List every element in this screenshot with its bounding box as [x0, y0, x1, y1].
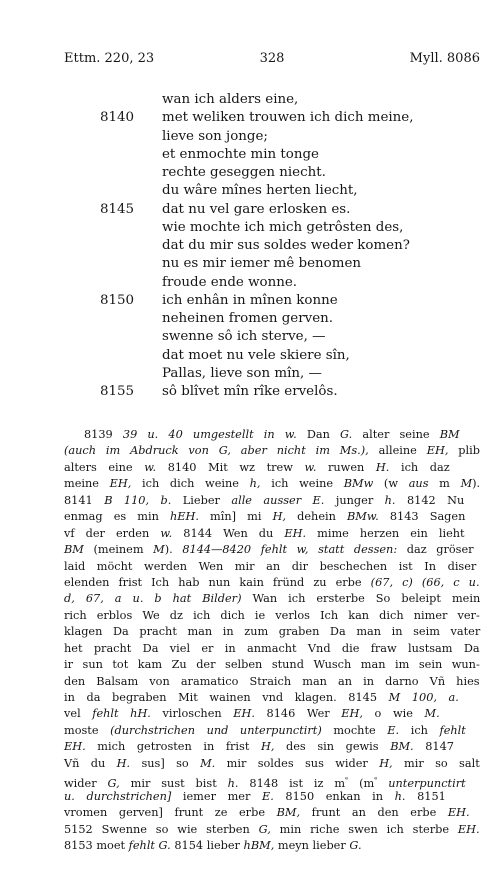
- apparatus-segment: ).: [164, 543, 183, 557]
- apparatus-italic-segment: M 100, a.: [388, 691, 459, 704]
- apparatus-segment: 8148 ist iz m: [238, 776, 346, 790]
- apparatus-segment: 8151: [405, 789, 446, 803]
- apparatus-italic-segment: BM,: [276, 806, 301, 820]
- verse-line-number: 8150: [100, 292, 135, 308]
- apparatus-italic-segment: M: [460, 477, 473, 491]
- apparatus-segment: vel: [64, 707, 93, 721]
- verse-line: [100, 347, 480, 365]
- apparatus-segment: laid möcht werden Wen mir an dir beschechen ist In diser: [64, 559, 477, 573]
- verse-line-text: wie mochte ich mich getrôsten des,: [162, 219, 404, 235]
- apparatus-segment: o wie: [362, 707, 425, 721]
- verse-line-text: et enmochte min tonge: [162, 146, 319, 162]
- verse-line: [100, 91, 480, 109]
- verse-line: [100, 146, 480, 164]
- verse-line: [100, 255, 480, 273]
- verse-line: [100, 328, 480, 346]
- verse-line: [100, 182, 480, 200]
- apparatus-segment: mich getrosten in frist: [85, 740, 261, 754]
- apparatus-italic-segment: h.: [394, 789, 406, 803]
- apparatus-segment: ich dich weine: [131, 477, 250, 491]
- apparatus-segment: ᵉ: [374, 775, 378, 785]
- verse-line: [100, 164, 480, 182]
- apparatus-segment: plib: [448, 444, 480, 458]
- apparatus-line: [64, 427, 480, 443]
- apparatus-line: [64, 789, 480, 805]
- apparatus-line: [64, 493, 480, 509]
- verse-line-text: sô blîvet mîn rîke ervelôs.: [162, 384, 338, 399]
- apparatus-italic-segment: EH.: [233, 707, 255, 721]
- apparatus-italic-segment: fehlt hH.: [92, 707, 151, 721]
- verse-line: [100, 310, 480, 328]
- apparatus-segment: Vñ du: [64, 756, 117, 770]
- apparatus-line: [64, 591, 480, 607]
- apparatus-segment: klagen Da pracht man in zum graben Da man in seim vater: [64, 625, 481, 639]
- apparatus-segment: wider: [64, 776, 108, 790]
- apparatus-italic-segment: h.: [384, 493, 396, 507]
- apparatus-italic-segment: w.: [144, 460, 157, 474]
- apparatus-segment: mir soldes sus wider: [215, 756, 380, 770]
- apparatus-segment: vromen gerven] frunt ze erbe: [64, 806, 277, 820]
- apparatus-segment: 8141: [64, 493, 105, 507]
- apparatus-italic-segment: (durchstrichen und unterpunctirt): [110, 723, 322, 737]
- apparatus-segment: elenden frist Ich hab nun kain fründ zu erbe: [64, 575, 371, 589]
- apparatus-segment: mime herzen ein lieht: [306, 526, 465, 540]
- apparatus-segment: m: [428, 477, 461, 491]
- verse-line-number: 8140: [100, 110, 135, 126]
- apparatus-italic-segment: EH.: [284, 526, 307, 540]
- apparatus-segment: 8153 moet: [64, 838, 129, 852]
- apparatus-line: [64, 690, 480, 706]
- verse-line-text: neheinen fromen gerven.: [162, 311, 333, 326]
- apparatus-italic-segment: fehlt: [439, 723, 466, 737]
- apparatus-italic-segment: G.: [349, 838, 362, 852]
- verse-line-text: wan ich alders eine,: [162, 92, 299, 107]
- verse-line: [100, 201, 480, 219]
- apparatus-italic-segment: EH,: [109, 477, 132, 491]
- apparatus-segment: (m: [348, 776, 375, 790]
- apparatus-italic-segment: BMw.: [346, 510, 379, 524]
- apparatus-segment: moste: [64, 723, 111, 737]
- apparatus-segment: mir sust bist: [119, 776, 228, 790]
- apparatus-segment: den Balsam von aramatico Straich man an in darno Vñ hies: [64, 674, 480, 688]
- apparatus-segment: mochte: [321, 723, 388, 737]
- verse-line-text: ich enhân in mînen konne: [162, 292, 338, 308]
- verse-line-text: dat moet nu vele skiere sîn,: [162, 347, 350, 363]
- apparatus-line: [64, 772, 480, 788]
- apparatus-line: [64, 526, 480, 542]
- apparatus-segment: Dan: [296, 428, 341, 441]
- apparatus-line: [64, 608, 480, 624]
- verse-line: [100, 383, 480, 401]
- apparatus-italic-segment: w.: [304, 460, 317, 474]
- verse-line-text: swenne sô ich sterve, —: [162, 329, 326, 345]
- apparatus-line: [64, 509, 480, 525]
- verse-line-text: Pallas, lieve son mîn, —: [162, 365, 322, 381]
- apparatus-italic-segment: (67, c) (66, c u.: [370, 575, 480, 589]
- verse-line: [100, 237, 480, 255]
- apparatus-italic-segment: unterpunctirt: [388, 776, 466, 790]
- apparatus-segment: des sin gewis: [274, 740, 391, 754]
- apparatus-italic-segment: h,: [249, 477, 261, 491]
- apparatus-line: [64, 756, 480, 772]
- apparatus-italic-segment: 39 u. 40 umgestellt in w.: [122, 428, 297, 441]
- verse-line-text: du wâre mînes herten liecht,: [162, 183, 358, 199]
- apparatus-segment: 5152 Swenne so wie sterben: [64, 822, 259, 836]
- verse-line: [100, 109, 480, 127]
- apparatus-segment: virloschen: [150, 707, 234, 721]
- apparatus-italic-segment: H.: [375, 460, 390, 474]
- apparatus-italic-segment: G.: [340, 428, 353, 441]
- apparatus-segment: rich erblos We dz ich dich ie verlos Ich kan dich nimer ver-: [64, 608, 480, 622]
- apparatus-italic-segment: E.: [387, 723, 400, 737]
- verse-block: [100, 91, 480, 401]
- verse-line-number: 8145: [100, 201, 135, 217]
- apparatus-segment: 8147: [413, 740, 454, 754]
- apparatus-segment: junger: [324, 493, 385, 507]
- apparatus-line: [64, 822, 480, 838]
- apparatus-italic-segment: 8144—8420 fehlt w, statt dessen:: [182, 543, 398, 557]
- verse-line: [100, 292, 480, 310]
- apparatus-segment: ).: [472, 477, 481, 491]
- apparatus-segment: vf der erden: [64, 526, 161, 540]
- apparatus-segment: alter seine: [352, 428, 440, 441]
- apparatus-italic-segment: EH,: [426, 444, 449, 458]
- apparatus-italic-segment: B 110, b.: [104, 493, 172, 507]
- apparatus-segment: iemer mer: [171, 789, 262, 803]
- apparatus-segment: mir so salt: [392, 756, 480, 770]
- apparatus-segment: 8142 Nu: [395, 493, 465, 507]
- apparatus-line: [64, 460, 480, 476]
- apparatus-segment: ich weine: [260, 477, 344, 491]
- apparatus-line: [64, 805, 480, 821]
- apparatus-line: [64, 706, 480, 722]
- apparatus-italic-segment: H,: [260, 740, 275, 754]
- apparatus-line: [64, 559, 480, 575]
- apparatus-segment: alleine: [368, 444, 427, 458]
- apparatus-segment: 8150 enkan in: [273, 789, 395, 803]
- verse-line: [100, 128, 480, 146]
- verse-line-text: dat nu vel gare erlosken es.: [162, 201, 351, 217]
- apparatus-italic-segment: M.: [424, 707, 440, 721]
- verse-line-text: lieve son jonge;: [162, 128, 268, 144]
- apparatus-italic-segment: aus: [408, 477, 429, 491]
- apparatus-segment: 8139: [84, 428, 123, 441]
- apparatus-line: [64, 641, 480, 657]
- apparatus-segment: Lieber: [171, 493, 232, 507]
- apparatus-segment: sus] so: [130, 756, 201, 770]
- apparatus-segment: in da begraben Mit wainen vnd klagen. 8145: [64, 691, 389, 704]
- apparatus-segment: ir sun tot kam Zu der selben stund Wusch man im sein wun-: [64, 658, 480, 672]
- apparatus-italic-segment: EH.: [457, 822, 480, 836]
- apparatus-segment: 8154 lieber: [170, 838, 244, 852]
- apparatus-segment: 8140 Mit wz trew: [156, 460, 305, 474]
- apparatus-line: [64, 739, 480, 755]
- apparatus-italic-segment: EH.: [64, 740, 86, 754]
- apparatus-italic-segment: w.: [160, 526, 173, 540]
- apparatus-italic-segment: hEH.: [170, 510, 199, 524]
- apparatus-italic-segment: H,: [272, 510, 287, 524]
- apparatus-italic-segment: fehlt G.: [128, 838, 171, 852]
- verse-line: [100, 365, 480, 383]
- apparatus-italic-segment: d, 67, a u. b hat Bilder): [64, 592, 242, 606]
- header-source-reference: Ettm. 220, 23: [64, 51, 155, 66]
- apparatus-segment: ich daz: [389, 460, 450, 474]
- apparatus-segment: dehein: [286, 510, 347, 524]
- apparatus-italic-segment: H.: [116, 756, 131, 770]
- apparatus-line: [64, 657, 480, 673]
- apparatus-italic-segment: BM.: [390, 740, 414, 754]
- apparatus-italic-segment: alle ausser E.: [231, 493, 325, 507]
- apparatus-segment: 8146 Wer: [254, 707, 342, 721]
- apparatus-segment: meyn lieber: [274, 838, 350, 852]
- apparatus-italic-segment: (auch im Abdruck von G, aber nicht im Ms.),: [64, 444, 369, 458]
- apparatus-segment: meine: [64, 477, 110, 491]
- apparatus-line: [64, 624, 480, 640]
- apparatus-segment: min riche swen ich sterbe: [270, 822, 458, 836]
- apparatus-segment: (meinem: [83, 543, 154, 557]
- apparatus-italic-segment: hBM,: [243, 838, 275, 852]
- apparatus-segment: 8144 Wen du: [172, 526, 285, 540]
- page-number: 328: [259, 51, 285, 66]
- apparatus-italic-segment: u. durchstrichen]: [64, 789, 172, 803]
- apparatus-segment: ᵉ: [345, 775, 349, 785]
- apparatus-segment: frunt an den erbe: [300, 806, 448, 820]
- apparatus-italic-segment: H,: [379, 756, 393, 770]
- apparatus-segment: ruwen: [316, 460, 376, 474]
- verse-line-text: dat du mir sus soldes weder komen?: [162, 238, 410, 253]
- apparatus-line: [64, 838, 480, 854]
- apparatus-italic-segment: G,: [258, 822, 271, 836]
- critical-apparatus: [64, 427, 480, 854]
- apparatus-line: [64, 575, 480, 591]
- apparatus-italic-segment: M.: [200, 756, 216, 770]
- verse-line: [100, 219, 480, 237]
- apparatus-line: [64, 723, 480, 739]
- apparatus-italic-segment: h.: [227, 776, 239, 790]
- verse-line-text: nu es mir iemer mê benomen: [162, 256, 361, 272]
- running-header: [64, 50, 480, 68]
- verse-line-text: met weliken trouwen ich dich meine,: [162, 110, 414, 126]
- apparatus-segment: enmag es min: [64, 510, 170, 524]
- apparatus-segment: alters eine: [64, 460, 145, 474]
- apparatus-segment: (w: [373, 477, 409, 491]
- apparatus-italic-segment: BMw: [343, 477, 374, 491]
- apparatus-italic-segment: EH.: [447, 806, 470, 820]
- apparatus-line: [64, 476, 480, 492]
- apparatus-segment: 8143 Sagen: [378, 510, 466, 524]
- apparatus-segment: mîn] mi: [198, 510, 273, 524]
- apparatus-italic-segment: E.: [261, 789, 274, 803]
- apparatus-italic-segment: EH,: [341, 707, 363, 721]
- apparatus-italic-segment: BM: [64, 543, 84, 557]
- verse-line: [100, 274, 480, 292]
- verse-line-text: rechte geseggen niecht.: [162, 165, 326, 180]
- apparatus-segment: ich: [399, 723, 440, 737]
- apparatus-segment: het pracht Da viel er in anmacht Vnd die fraw lustsam Da: [64, 641, 480, 655]
- apparatus-segment: Wan ich ersterbe So beleipt mein: [241, 592, 481, 606]
- apparatus-italic-segment: G,: [107, 776, 120, 790]
- apparatus-italic-segment: M: [153, 543, 165, 557]
- apparatus-line: [64, 674, 480, 690]
- apparatus-line: [64, 443, 480, 459]
- verse-line-number: 8155: [100, 384, 135, 399]
- header-line-reference: Myll. 8086: [409, 51, 480, 66]
- apparatus-line: [64, 542, 480, 558]
- verse-line-text: froude ende wonne.: [162, 274, 298, 290]
- apparatus-italic-segment: BM: [439, 428, 460, 441]
- apparatus-segment: daz gröser: [397, 543, 474, 557]
